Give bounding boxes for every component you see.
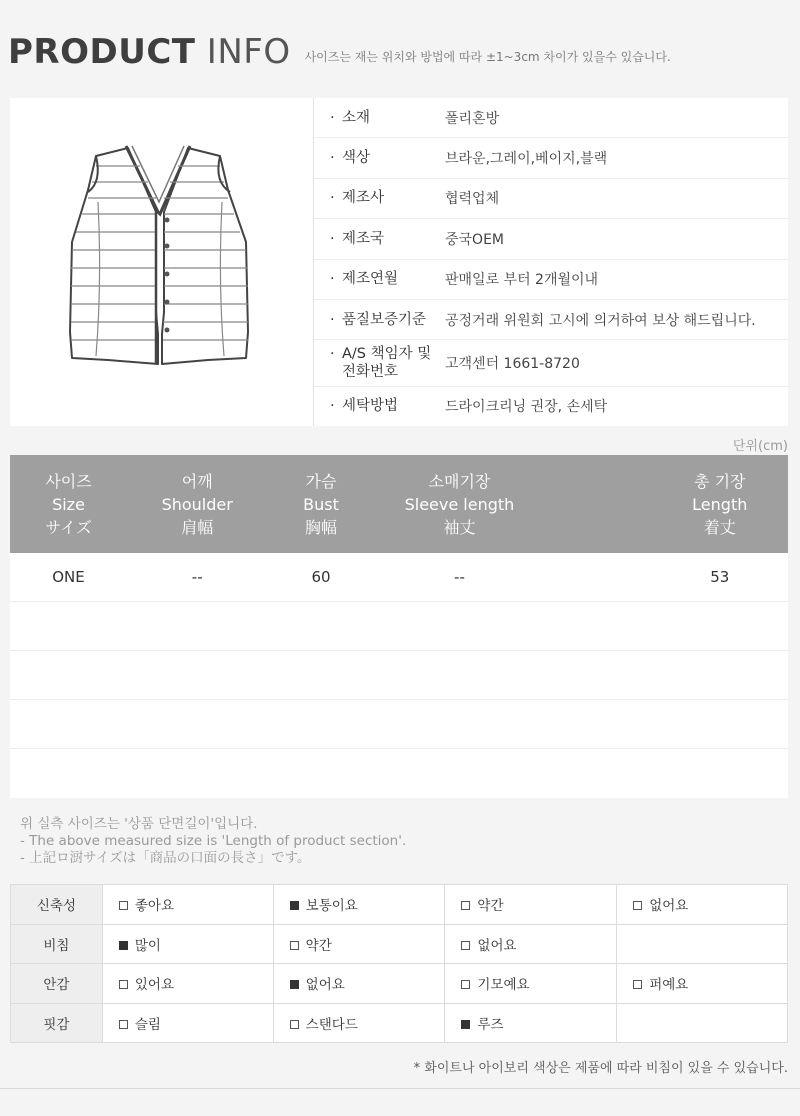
spec-label: 색상 bbox=[342, 150, 371, 167]
see-through-footnote: * 화이트나 아이보리 색상은 제품에 따라 비침이 있을 수 있습니다. bbox=[413, 1061, 788, 1076]
spec-value: 고객센터 1661-8720 bbox=[445, 355, 580, 372]
fabric-row-label: 신축성 bbox=[11, 885, 103, 925]
fabric-option-label: 좋아요 bbox=[134, 898, 174, 915]
table-row bbox=[10, 749, 788, 798]
unit-label: 단위(cm) bbox=[732, 439, 788, 454]
table-cell: -- bbox=[454, 568, 465, 586]
fabric-properties-table bbox=[10, 884, 788, 1043]
checkbox-empty-icon bbox=[290, 1020, 299, 1029]
fabric-option-label: 퍼예요 bbox=[649, 977, 689, 994]
measurement-notes bbox=[20, 816, 406, 867]
checkbox-empty-icon bbox=[461, 941, 470, 950]
header-shoulder: 어깨 Shoulder 肩幅 bbox=[161, 471, 233, 537]
fabric-row bbox=[11, 1003, 788, 1043]
size-table bbox=[10, 455, 788, 798]
fabric-row bbox=[11, 964, 788, 1004]
fabric-option bbox=[273, 964, 445, 1004]
fabric-option-label: 약간 bbox=[305, 937, 332, 954]
spec-value: 드라이크리닝 권장, 손세탁 bbox=[445, 399, 608, 416]
fabric-option bbox=[273, 1003, 445, 1043]
table-cell: 60 bbox=[311, 568, 331, 586]
header-sleeve: 소매기장 Sleeve length 袖丈 bbox=[404, 471, 515, 537]
fabric-option bbox=[445, 885, 617, 925]
fabric-option-label: 루즈 bbox=[477, 1016, 504, 1033]
spec-table bbox=[314, 98, 788, 426]
note-line: 위 실측 사이즈는 '상품 단면길이'입니다. bbox=[20, 816, 258, 832]
spec-value: 공정거래 위원회 고시에 의거하여 보상 해드립니다. bbox=[445, 312, 756, 329]
divider bbox=[0, 1088, 800, 1089]
fabric-option-label: 없어요 bbox=[477, 937, 517, 954]
checkbox-empty-icon bbox=[119, 1020, 128, 1029]
spec-row-washing: · 세탁방법 드라이크리닝 권장, 손세탁 bbox=[330, 398, 608, 416]
spec-label: 제조국 bbox=[342, 230, 385, 247]
spec-label: 제조연월 bbox=[342, 271, 399, 288]
spec-label: 소재 bbox=[342, 109, 371, 126]
size-table-header bbox=[10, 455, 788, 553]
checkbox-empty-icon bbox=[119, 980, 128, 989]
checkbox-filled-icon bbox=[290, 901, 299, 910]
fabric-row-label: 안감 bbox=[11, 964, 103, 1004]
checkbox-empty-icon bbox=[633, 901, 642, 910]
table-row bbox=[10, 651, 788, 700]
spec-row-warranty: · 품질보증기준 공정거래 위원회 고시에 의거하여 보상 해드립니다. bbox=[314, 300, 788, 340]
fabric-option bbox=[617, 885, 788, 925]
fabric-option-label: 기모예요 bbox=[477, 977, 530, 994]
fabric-row-label: 핏감 bbox=[11, 1003, 103, 1043]
spec-row-manufacturer: · 제조사 협력업체 bbox=[314, 179, 788, 219]
fabric-option bbox=[102, 885, 273, 925]
spec-row-country: · 제조국 중국OEM bbox=[314, 219, 788, 259]
checkbox-empty-icon bbox=[461, 980, 470, 989]
spec-label: 제조사 bbox=[342, 190, 385, 207]
page-title-bold: PRODUCT bbox=[8, 32, 196, 72]
product-info-panel bbox=[10, 98, 788, 426]
fabric-row bbox=[11, 885, 788, 925]
fabric-option-label: 없어요 bbox=[305, 977, 345, 994]
vest-illustration-icon bbox=[68, 142, 252, 376]
checkbox-filled-icon bbox=[461, 1020, 470, 1029]
fabric-option bbox=[273, 924, 445, 964]
table-cell: -- bbox=[191, 568, 203, 586]
fabric-option bbox=[102, 964, 273, 1004]
spec-row-as-contact: · A/S 책임자 및 전화번호 고객센터 1661-8720 bbox=[314, 340, 788, 386]
fabric-option bbox=[273, 885, 445, 925]
fabric-option bbox=[445, 1003, 617, 1043]
fabric-option-label: 슬림 bbox=[134, 1016, 161, 1033]
fabric-option-label: 없어요 bbox=[649, 898, 689, 915]
page-title-light: INFO bbox=[206, 32, 291, 72]
fabric-option bbox=[102, 1003, 273, 1043]
table-row bbox=[10, 602, 788, 651]
spec-row-material: · 소재 폴리혼방 bbox=[314, 98, 788, 138]
fabric-row-label: 비침 bbox=[11, 924, 103, 964]
checkbox-empty-icon bbox=[290, 941, 299, 950]
fabric-option bbox=[102, 924, 273, 964]
header-length: 총 기장 Length 着丈 bbox=[692, 471, 748, 537]
note-line: - 上記ロ㴻サイズは「商品の口面の長さ」です。 bbox=[20, 850, 311, 866]
fabric-option-label: 약간 bbox=[477, 898, 504, 915]
fabric-option-label: 스탠다드 bbox=[305, 1016, 358, 1033]
checkbox-filled-icon bbox=[119, 941, 128, 950]
spec-value: 브라운,그레이,베이지,블랙 bbox=[445, 151, 608, 168]
spec-label: 품질보증기준 bbox=[342, 311, 427, 328]
spec-value: 폴리혼방 bbox=[445, 110, 500, 127]
fabric-option bbox=[617, 964, 788, 1004]
fabric-option bbox=[617, 924, 788, 964]
spec-value: 중국OEM bbox=[445, 231, 504, 248]
table-row bbox=[10, 700, 788, 749]
spec-value: 협력업체 bbox=[445, 191, 500, 208]
checkbox-filled-icon bbox=[290, 980, 299, 989]
fabric-option-label: 많이 bbox=[134, 937, 161, 954]
page-header bbox=[8, 30, 671, 70]
checkbox-empty-icon bbox=[119, 901, 128, 910]
spec-row-date: · 제조연월 판매일로 부터 2개월이내 bbox=[314, 260, 788, 300]
header-bust: 가슴 Bust 胸幅 bbox=[303, 471, 339, 537]
header-size: 사이즈 Size サイズ bbox=[45, 471, 92, 537]
table-cell: ONE bbox=[52, 568, 85, 586]
fabric-option bbox=[445, 924, 617, 964]
spec-row-color: · 색상 브라운,그레이,베이지,블랙 bbox=[314, 138, 788, 178]
fabric-option-label: 있어요 bbox=[134, 977, 174, 994]
page-title bbox=[8, 34, 291, 70]
table-cell: 53 bbox=[710, 568, 730, 586]
size-disclaimer: 사이즈는 재는 위치와 방법에 따라 ±1~3cm 차이가 있을수 있습니다. bbox=[304, 50, 671, 64]
fabric-option-label: 보통이요 bbox=[305, 898, 358, 915]
checkbox-empty-icon bbox=[633, 980, 642, 989]
spec-label: A/S 책임자 및 전화번호 bbox=[342, 345, 432, 380]
product-image bbox=[10, 98, 314, 426]
spec-label: 세탁방법 bbox=[342, 398, 399, 415]
table-row bbox=[10, 553, 788, 602]
fabric-option bbox=[445, 964, 617, 1004]
fabric-option bbox=[617, 1003, 788, 1043]
note-line: - The above measured size is 'Length of product section'. bbox=[20, 833, 407, 849]
checkbox-empty-icon bbox=[461, 901, 470, 910]
header-empty bbox=[544, 455, 651, 553]
fabric-row bbox=[11, 924, 788, 964]
spec-value: 판매일로 부터 2개월이내 bbox=[445, 272, 599, 289]
